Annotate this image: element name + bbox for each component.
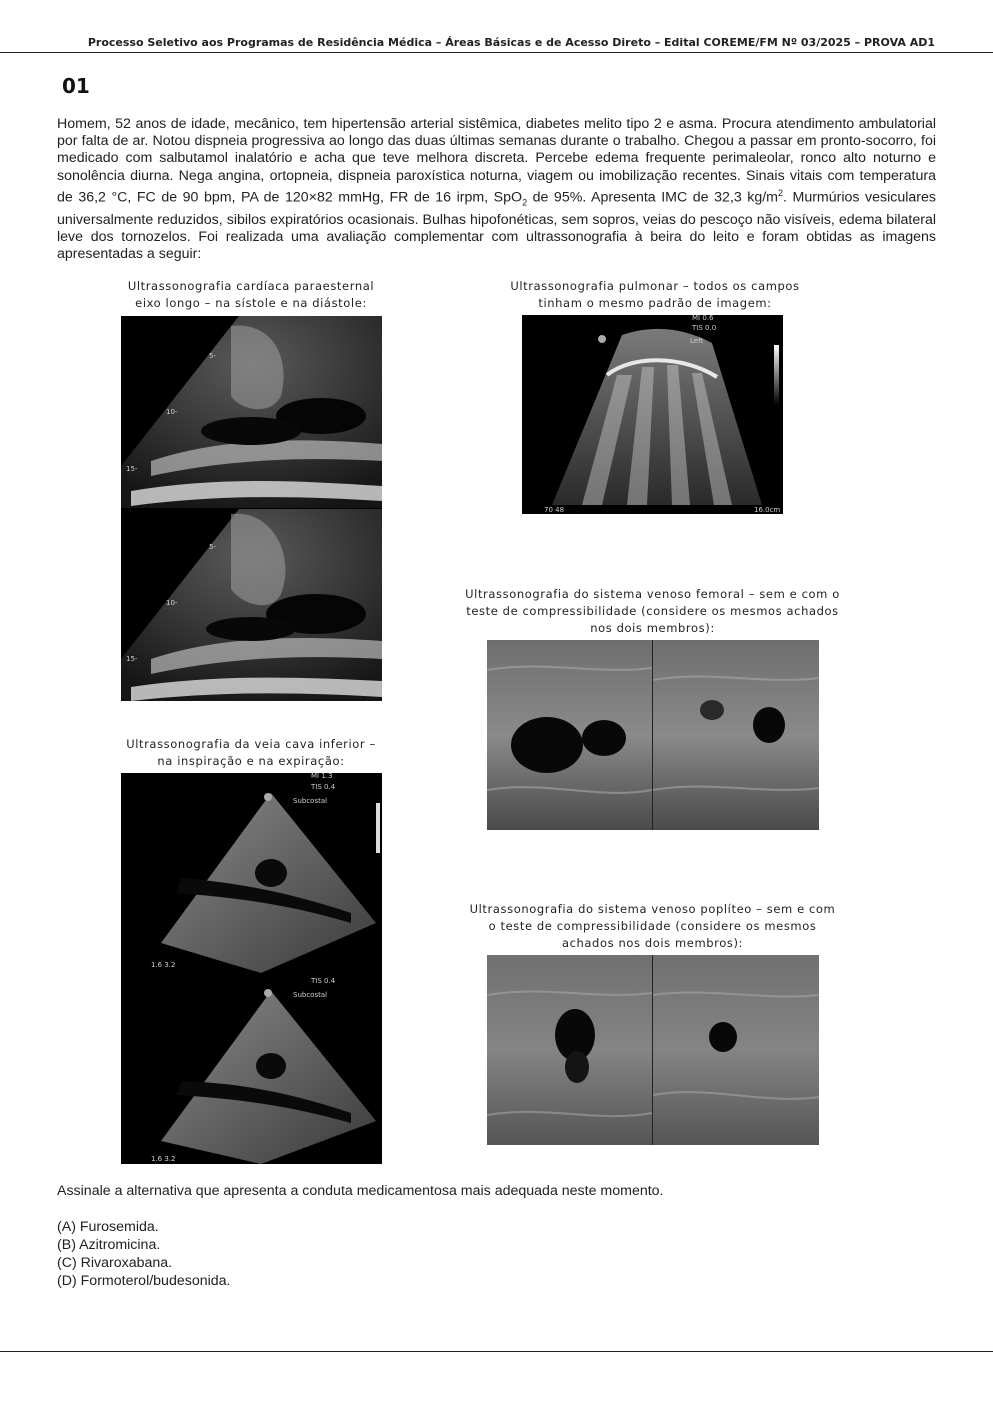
option-c[interactable]: (C) Rivaroxabana. xyxy=(57,1255,173,1271)
header-title: Processo Seletivo aos Programas de Residência Médica – Áreas Básicas e de Acesso Direto – Edital COREME/FM Nº 03/2025 – PROVA AD1 xyxy=(87,36,935,49)
popliteal-caption-line2: o teste de compressibilidade (considere os mesmos xyxy=(488,919,817,933)
ivc-caption-line1: Ultrassonografia da veia cava inferior – xyxy=(126,737,376,751)
femoral-caption-line1: Ultrassonografia do sistema venoso femoral – sem e com o xyxy=(465,587,840,601)
lung-caption xyxy=(470,278,840,312)
lung-side-label: Left xyxy=(690,337,704,345)
cardiac-caption-line2: eixo longo – na sístole e na diástole: xyxy=(135,296,367,310)
popliteal-caption xyxy=(440,901,865,952)
ivc-caption xyxy=(95,736,407,770)
popliteal-ultrasound-image xyxy=(487,955,819,1145)
cardiac-systole-frame xyxy=(121,316,382,508)
depth-marker-5: 5- xyxy=(209,352,216,360)
lung-depth-readout: 16.0cm xyxy=(754,506,781,514)
cardiac-ultrasound-image xyxy=(121,316,382,701)
femoral-caption xyxy=(440,586,865,637)
svg-text:Subcostal: Subcostal xyxy=(293,991,328,999)
ivc-tis-readout: TIS 0.4 xyxy=(311,783,336,791)
lung-tis-readout: TIS 0.0 xyxy=(692,324,717,332)
option-a[interactable]: (A) Furosemida. xyxy=(57,1219,159,1235)
stem-text-1: Homem, 52 anos de idade, mecânico, tem hipertensão arterial sistêmica, diabetes melito tipo 2 e asma. Procura atendimento ambulatorial por falta de ar. Notou dispneia progressiva ao longo das duas últimas semanas durante o trabalho. Chegou a passar em pronto-socorro, foi medicado com salbutamol inalatório e acha que teve melhora discreta. Percebe edema frequente perimaleolar, ronco alto noturno e sonolência diurna. Nega angina, ortopneia, dispneia paroxística noturna, viagem ou imobilização recentes. Sinais vitais com temperatura de 36,2 °C, FC de 90 bpm, PA de 120×82 mmHg, FR de 16 irpm, SpO xyxy=(57,116,936,206)
depth-marker-10: 10- xyxy=(166,408,178,416)
lung-caption-line2: tinham o mesmo padrão de imagem: xyxy=(538,296,772,310)
stem-text-3: . Murmúrios vesiculares universalmente reduzidos, sibilos expiratórios ocasionais. Bulhas hipofonéticas, sem sopros, veias do pescoço não visíveis, edema bilateral leve dos tornozelos. Foi realizada uma avaliação complementar com ultrassonografia à beira do leito e foram obtidas as imagens apresentadas a seguir: xyxy=(57,189,937,262)
spo2-subscript: 2 xyxy=(522,197,528,208)
popliteal-caption-line3: achados nos dois membros): xyxy=(561,936,744,950)
svg-text:1.6 3.2: 1.6 3.2 xyxy=(151,1155,176,1163)
question-stem xyxy=(57,116,936,263)
option-b[interactable]: (B) Azitromicina. xyxy=(57,1237,161,1253)
ivc-view-label: Subcostal xyxy=(293,797,328,805)
cardiac-caption xyxy=(95,278,407,312)
page-header xyxy=(0,0,993,53)
femoral-caption-line2: teste de compressibilidade (considere os mesmos achados xyxy=(466,604,839,618)
stem-text-2: de 95%. Apresenta IMC de 32,3 kg/m xyxy=(527,189,778,206)
ivc-gain-readout: 1.6 3.2 xyxy=(151,961,176,969)
depth-marker-15: 15- xyxy=(126,465,138,473)
femoral-ultrasound-image xyxy=(487,640,819,830)
lung-gain-readout: 70 48 xyxy=(544,506,565,514)
femoral-caption-line3: nos dois membros): xyxy=(590,621,715,635)
lung-mi-readout: MI 0.6 xyxy=(692,315,714,322)
popliteal-caption-line1: Ultrassonografia do sistema venoso poplíteo – sem e com xyxy=(469,902,836,916)
svg-text:10-: 10- xyxy=(166,599,178,607)
lung-caption-line1: Ultrassonografia pulmonar – todos os campos xyxy=(510,279,800,293)
option-d[interactable]: (D) Formoterol/budesonida. xyxy=(57,1273,231,1289)
question-number: 01 xyxy=(62,74,90,98)
svg-text:TIS 0.4: TIS 0.4 xyxy=(311,977,336,985)
question-prompt: Assinale a alternativa que apresenta a conduta medicamentosa mais adequada neste momento. xyxy=(57,1183,664,1199)
ivc-mi-readout: MI 1.3 xyxy=(311,773,333,780)
svg-text:5-: 5- xyxy=(209,543,216,551)
imc-superscript: 2 xyxy=(778,187,784,198)
svg-text:15-: 15- xyxy=(126,655,138,663)
cardiac-caption-line1: Ultrassonografia cardíaca paraesternal xyxy=(127,279,375,293)
footer-divider xyxy=(0,1351,993,1352)
lung-ultrasound-image xyxy=(522,315,783,514)
ivc-ultrasound-image xyxy=(121,773,382,1164)
answer-options xyxy=(57,1218,230,1290)
cardiac-diastole-frame xyxy=(121,509,382,701)
ivc-caption-line2: na inspiração e na expiração: xyxy=(157,754,345,768)
